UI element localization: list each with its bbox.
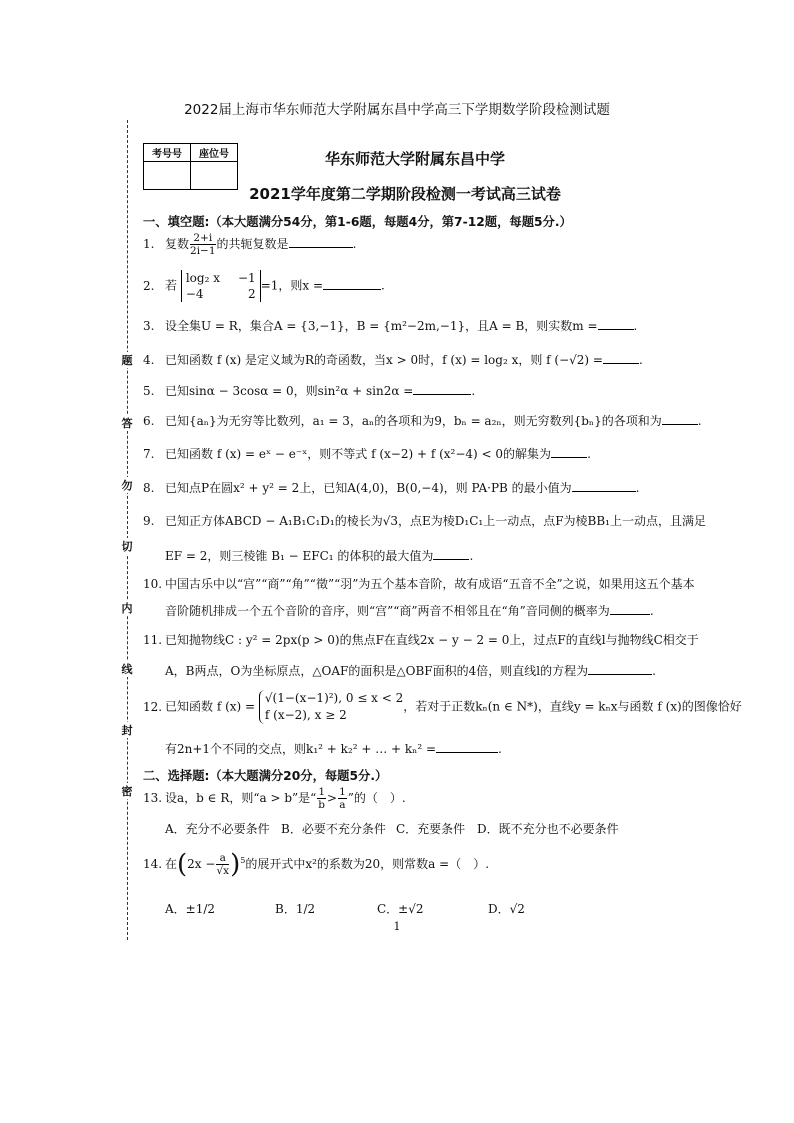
question-13: [143, 786, 406, 811]
binding-char: 封: [118, 722, 136, 738]
question-8: 8. 已知点P在圆x² + y² = 2上，已知A(4,0)，B(0,−4)，则 PA·PB 的最小值为 .: [143, 481, 640, 495]
piecewise-function: √(1−(x−1)²), 0 ≤ x < 2 f (x−2), x ≥ 2: [259, 690, 403, 724]
question-2: 2. 若 log₂ x −1 −4 2 =1，则x = .: [143, 271, 385, 301]
school-name: 华东师范大学附属东昌中学: [324, 150, 505, 168]
option-b[interactable]: B．1/2: [275, 902, 316, 916]
question-text: 复数: [165, 237, 190, 251]
question-9: [143, 513, 706, 529]
answer-blank[interactable]: [413, 384, 471, 395]
question-text: 已知sinα − 3cosα = 0，则sin²α + sin2α =: [165, 384, 414, 398]
fraction: $\frac{1}{b}$: [318, 786, 326, 811]
binding-char: 答: [118, 415, 136, 431]
question-10-continuation: 音阶随机排成一个五个音阶的音序，则“宫”“商”两音不相邻且在“角”音同侧的概率为 .: [165, 604, 654, 618]
answer-blank[interactable]: [323, 279, 381, 290]
question-text: 已知{aₙ}为无穷等比数列，a₁ = 3，aₙ的各项和为9，bₙ = a₂ₙ，则无穷数列{bₙ}的各项和为: [165, 414, 662, 428]
fraction: $\frac{2+i}{2i-1}$: [190, 232, 216, 257]
question-number: 10.: [143, 577, 163, 591]
question-12: [143, 690, 742, 724]
question-text: 已知正方体ABCD − A₁B₁C₁D₁的棱长为√3，点E为棱D₁C₁上一动点，点F为棱BB₁上一动点，且满足: [165, 514, 706, 528]
binding-char: 勿: [118, 477, 136, 493]
option-d[interactable]: D．√2: [488, 902, 525, 916]
question-number: 1.: [143, 237, 155, 251]
answer-blank[interactable]: [551, 447, 587, 458]
option-d[interactable]: D．既不充分也不必要条件: [477, 822, 619, 836]
question-12-continuation: 有2n+1个不同的交点，则k₁² + k₂² + … + kₙ² = .: [165, 742, 502, 756]
question-number: 2.: [143, 278, 155, 293]
question-text: ，若对于正数kₙ(n ∈ N*)，直线y = kₙx与函数 f (x)的图像恰好: [403, 699, 742, 714]
question-5: 5. 已知sinα − 3cosα = 0，则sin²α + sin2α = .: [143, 384, 476, 398]
question-number: 9.: [143, 514, 155, 528]
binding-char: 线: [118, 661, 136, 677]
question-11: [143, 632, 699, 648]
section2-title: 二、选择题:（本大题满分20分，每题5分.）: [143, 769, 388, 783]
answer-blank[interactable]: [433, 549, 469, 560]
question-text: EF = 2，则三棱锥 B₁ − EFC₁ 的体积的最大值为: [165, 549, 434, 563]
option-a[interactable]: A．充分不必要条件: [165, 822, 270, 836]
answer-blank[interactable]: [436, 742, 498, 753]
question-number: 7.: [143, 447, 155, 461]
question-text: 设a，b ∈ R，则“a > b”是“: [165, 791, 317, 805]
question-10: [143, 576, 695, 592]
question-number: 5.: [143, 384, 155, 398]
question-text: 已知函数 f (x) =: [165, 699, 256, 714]
question-number: 13.: [143, 791, 163, 805]
question-text: 有2n+1个不同的交点，则k₁² + k₂² + … + kₙ² =: [165, 742, 437, 756]
section1-title: 一、填空题:（本大题满分54分，第1-6题，每题4分，第7-12题，每题5分.）: [143, 215, 572, 229]
exponent: 5: [240, 856, 246, 865]
answer-blank[interactable]: [603, 353, 639, 364]
question-number: 3.: [143, 319, 155, 333]
option-c[interactable]: C．充要条件: [396, 822, 466, 836]
binding-char: 内: [118, 600, 136, 616]
question-text: 已知函数 f (x) 是定义域为R的奇函数，当x > 0时，f (x) = log₂ x，则 f (−√2) =: [165, 353, 603, 367]
question-text: =1，则x =: [260, 278, 324, 293]
binding-line: [127, 120, 128, 940]
question-text: 已知点P在圆x² + y² = 2上，已知A(4,0)，B(0,−4)，则 PA·PB 的最小值为: [165, 481, 572, 495]
question-number: 6.: [143, 414, 155, 428]
question-text: 设全集U = R，集合A = {3,−1}，B = {m²−2m,−1}，且A = B，则实数m =: [165, 319, 598, 333]
question-text: 已知函数 f (x) = eˣ − e⁻ˣ，则不等式 f (x−2) + f (x²−4) < 0的解集为: [165, 447, 552, 461]
question-text: 2x −: [187, 857, 216, 871]
question-text: 在: [165, 857, 178, 871]
question-text: 中国古乐中以“宫”“商”“角”“徵”“羽”为五个基本音阶，故有成语“五音不全”之说，如果用这五个基本: [165, 577, 695, 591]
question-number: 11.: [143, 633, 163, 647]
question-text: A，B两点，O为坐标原点，△OAF的面积是△OBF面积的4倍，则直线l的方程为: [165, 664, 589, 678]
option-a[interactable]: A．±1/2: [165, 902, 216, 916]
determinant: log₂ x −1 −4 2: [181, 270, 261, 302]
question-1: 1. 复数 $\frac{2+i}{2i-1}$ 的共轭复数是 .: [143, 232, 357, 257]
question-11-continuation: A，B两点，O为坐标原点，△OAF的面积是△OBF面积的4倍，则直线l的方程为 .: [165, 664, 656, 678]
answer-blank[interactable]: [662, 414, 698, 425]
question-text: 的共轭复数是: [216, 237, 289, 251]
answer-blank[interactable]: [588, 664, 652, 675]
question-9-continuation: EF = 2，则三棱锥 B₁ − EFC₁ 的体积的最大值为 .: [165, 549, 474, 563]
binding-char: 切: [118, 538, 136, 554]
page-header: 2022届上海市华东师范大学附属东昌中学高三下学期数学阶段检测试题: [184, 102, 610, 118]
binding-char: 题: [118, 352, 136, 368]
question-text: 音阶随机排成一个五个音阶的音序，则“宫”“商”两音不相邻且在“角”音同侧的概率为: [165, 604, 610, 618]
binding-char: 密: [118, 783, 136, 799]
question-number: 8.: [143, 481, 155, 495]
question-3: 3. 设全集U = R，集合A = {3,−1}，B = {m²−2m,−1}，且A = B，则实数m = .: [143, 319, 638, 333]
option-c[interactable]: C．±√2: [377, 902, 424, 916]
seat-number-header: 座位号: [191, 144, 238, 162]
fraction: $\frac{a}{√x}$: [216, 852, 230, 877]
answer-blank[interactable]: [598, 319, 634, 330]
question-text: 已知抛物线C : y² = 2px(p > 0)的焦点F在直线2x − y − 2 = 0上，过点F的直线l与抛物线C相交于: [165, 633, 699, 647]
question-number: 12.: [143, 699, 163, 714]
answer-blank[interactable]: [289, 237, 353, 248]
answer-blank[interactable]: [572, 481, 636, 492]
question-text: 的展开式中x²的系数为20，则常数a =（ ）.: [245, 857, 490, 871]
exam-number-header: 考号号: [144, 144, 191, 162]
question-14: 14. 在(2x − $\frac{a}{√x}$ )$^5$的展开式中x²的系数为20，则常数a =（ ）.: [143, 849, 490, 880]
page-number: 1: [393, 920, 401, 933]
question-4: 4. 已知函数 f (x) 是定义域为R的奇函数，当x > 0时，f (x) = log₂ x，则 f (−√2) = .: [143, 353, 643, 367]
exam-title: 2021学年度第二学期阶段检测一考试高三试卷: [249, 185, 561, 203]
answer-blank[interactable]: [610, 604, 650, 615]
fraction: $\frac{1}{a}$: [339, 786, 346, 811]
question-7: 7. 已知函数 f (x) = eˣ − e⁻ˣ，则不等式 f (x−2) + f (x²−4) < 0的解集为 .: [143, 447, 591, 461]
question-number: 4.: [143, 353, 155, 367]
question-text: 若: [165, 278, 178, 293]
question-text: >: [327, 791, 338, 805]
question-number: 14.: [143, 857, 163, 871]
option-b[interactable]: B．必要不充分条件: [281, 822, 386, 836]
question-6: 6. 已知{aₙ}为无穷等比数列，a₁ = 3，aₙ的各项和为9，bₙ = a₂ₙ，则无穷数列{bₙ}的各项和为 .: [143, 414, 702, 428]
question-text: ”的（ ）.: [347, 791, 406, 805]
